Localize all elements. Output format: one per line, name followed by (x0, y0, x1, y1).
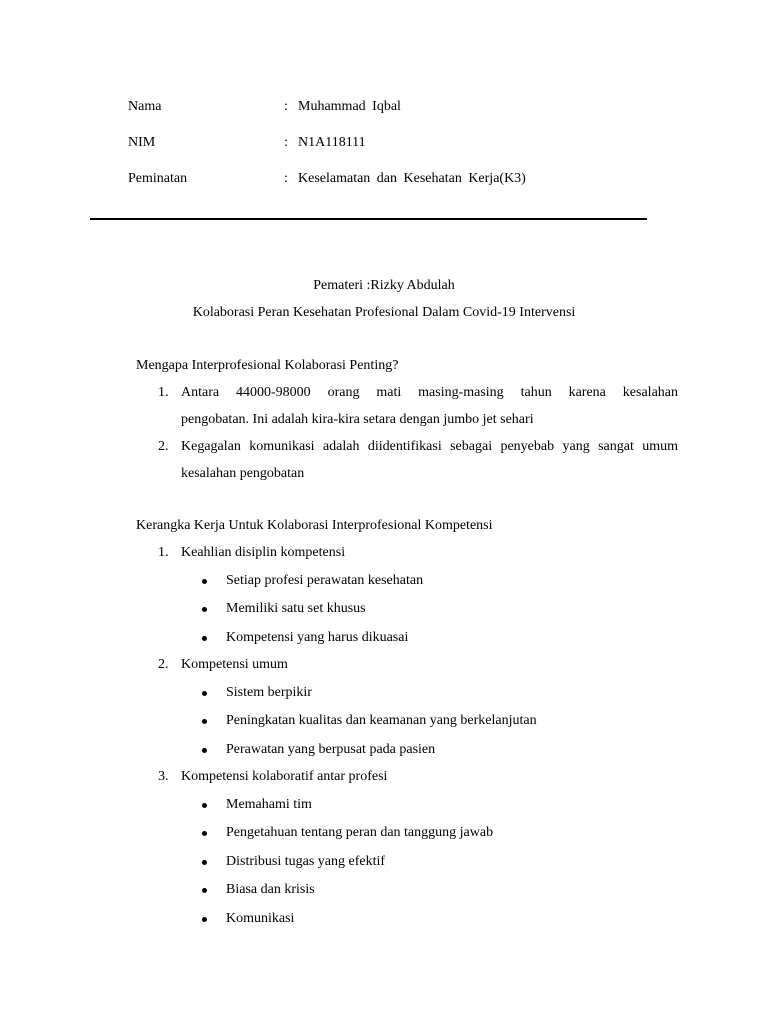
section-heading: Mengapa Interprofesional Kolaborasi Penting? (136, 358, 399, 373)
list-number: 1. (158, 385, 169, 400)
info-colon: : (284, 171, 288, 186)
horizontal-divider (90, 218, 647, 220)
bullet-icon (202, 860, 207, 865)
info-value: Muhammad Iqbal (298, 99, 401, 114)
bullet-text: Sistem berpikir (226, 685, 312, 700)
bullet-icon (202, 579, 207, 584)
bullet-text: Biasa dan krisis (226, 882, 315, 897)
bullet-icon (202, 831, 207, 836)
bullet-icon (202, 888, 207, 893)
list-text: Keahlian disiplin kompetensi (181, 545, 346, 560)
info-value: Keselamatan dan Kesehatan Kerja(K3) (298, 171, 526, 186)
list-item (158, 543, 678, 563)
list-item (158, 655, 678, 675)
list-text: Kompetensi umum (181, 657, 288, 672)
document-title: Kolaborasi Peran Kesehatan Profesional Dalam Covid-19 Intervensi (192, 305, 576, 320)
info-colon: : (284, 99, 288, 114)
list-text-line: Kegagalan komunikasi adalah diidentifikasi sebagai penyebab yang sangat umum (181, 439, 678, 454)
bullet-text: Peningkatan kualitas dan keamanan yang berkelanjutan (226, 713, 537, 728)
bullet-icon (202, 691, 207, 696)
list-item (158, 437, 678, 491)
list-text (181, 433, 678, 487)
list-text: Kompetensi kolaboratif antar profesi (181, 769, 388, 784)
info-value: N1A118111 (298, 135, 366, 150)
bullet-text: Pengetahuan tentang peran dan tanggung jawab (226, 825, 494, 840)
bullet-text: Memahami tim (226, 797, 312, 812)
bullet-text: Memiliki satu set khusus (226, 601, 366, 616)
list-item (158, 767, 678, 787)
list-text (181, 379, 678, 433)
bullet-icon (202, 607, 207, 612)
list-text-line: pengobatan. Ini adalah kira-kira setara dengan jumbo jet sehari (181, 412, 534, 427)
bullet-icon (202, 917, 207, 922)
info-label: Peminatan (128, 171, 188, 186)
list-text-line: Antara 44000-98000 orang mati masing-masing tahun karena kesalahan (181, 385, 678, 400)
bullet-icon (202, 748, 207, 753)
list-text-line: kesalahan pengobatan (181, 466, 305, 481)
list-item (158, 383, 678, 437)
list-number: 3. (158, 769, 169, 784)
info-colon: : (284, 135, 288, 150)
info-label: NIM (128, 135, 156, 150)
bullet-text: Komunikasi (226, 911, 295, 926)
list-number: 2. (158, 439, 169, 454)
bullet-icon (202, 719, 207, 724)
info-label: Nama (128, 99, 162, 114)
list-number: 1. (158, 545, 169, 560)
speaker-line: Pemateri :Rizky Abdulah (313, 278, 455, 293)
bullet-icon (202, 636, 207, 641)
section-heading: Kerangka Kerja Untuk Kolaborasi Interprofesional Kompetensi (136, 518, 493, 533)
bullet-icon (202, 803, 207, 808)
bullet-text: Setiap profesi perawatan kesehatan (226, 573, 424, 588)
bullet-text: Distribusi tugas yang efektif (226, 854, 386, 869)
bullet-text: Kompetensi yang harus dikuasai (226, 630, 409, 645)
bullet-text: Perawatan yang berpusat pada pasien (226, 742, 436, 757)
list-number: 2. (158, 657, 169, 672)
